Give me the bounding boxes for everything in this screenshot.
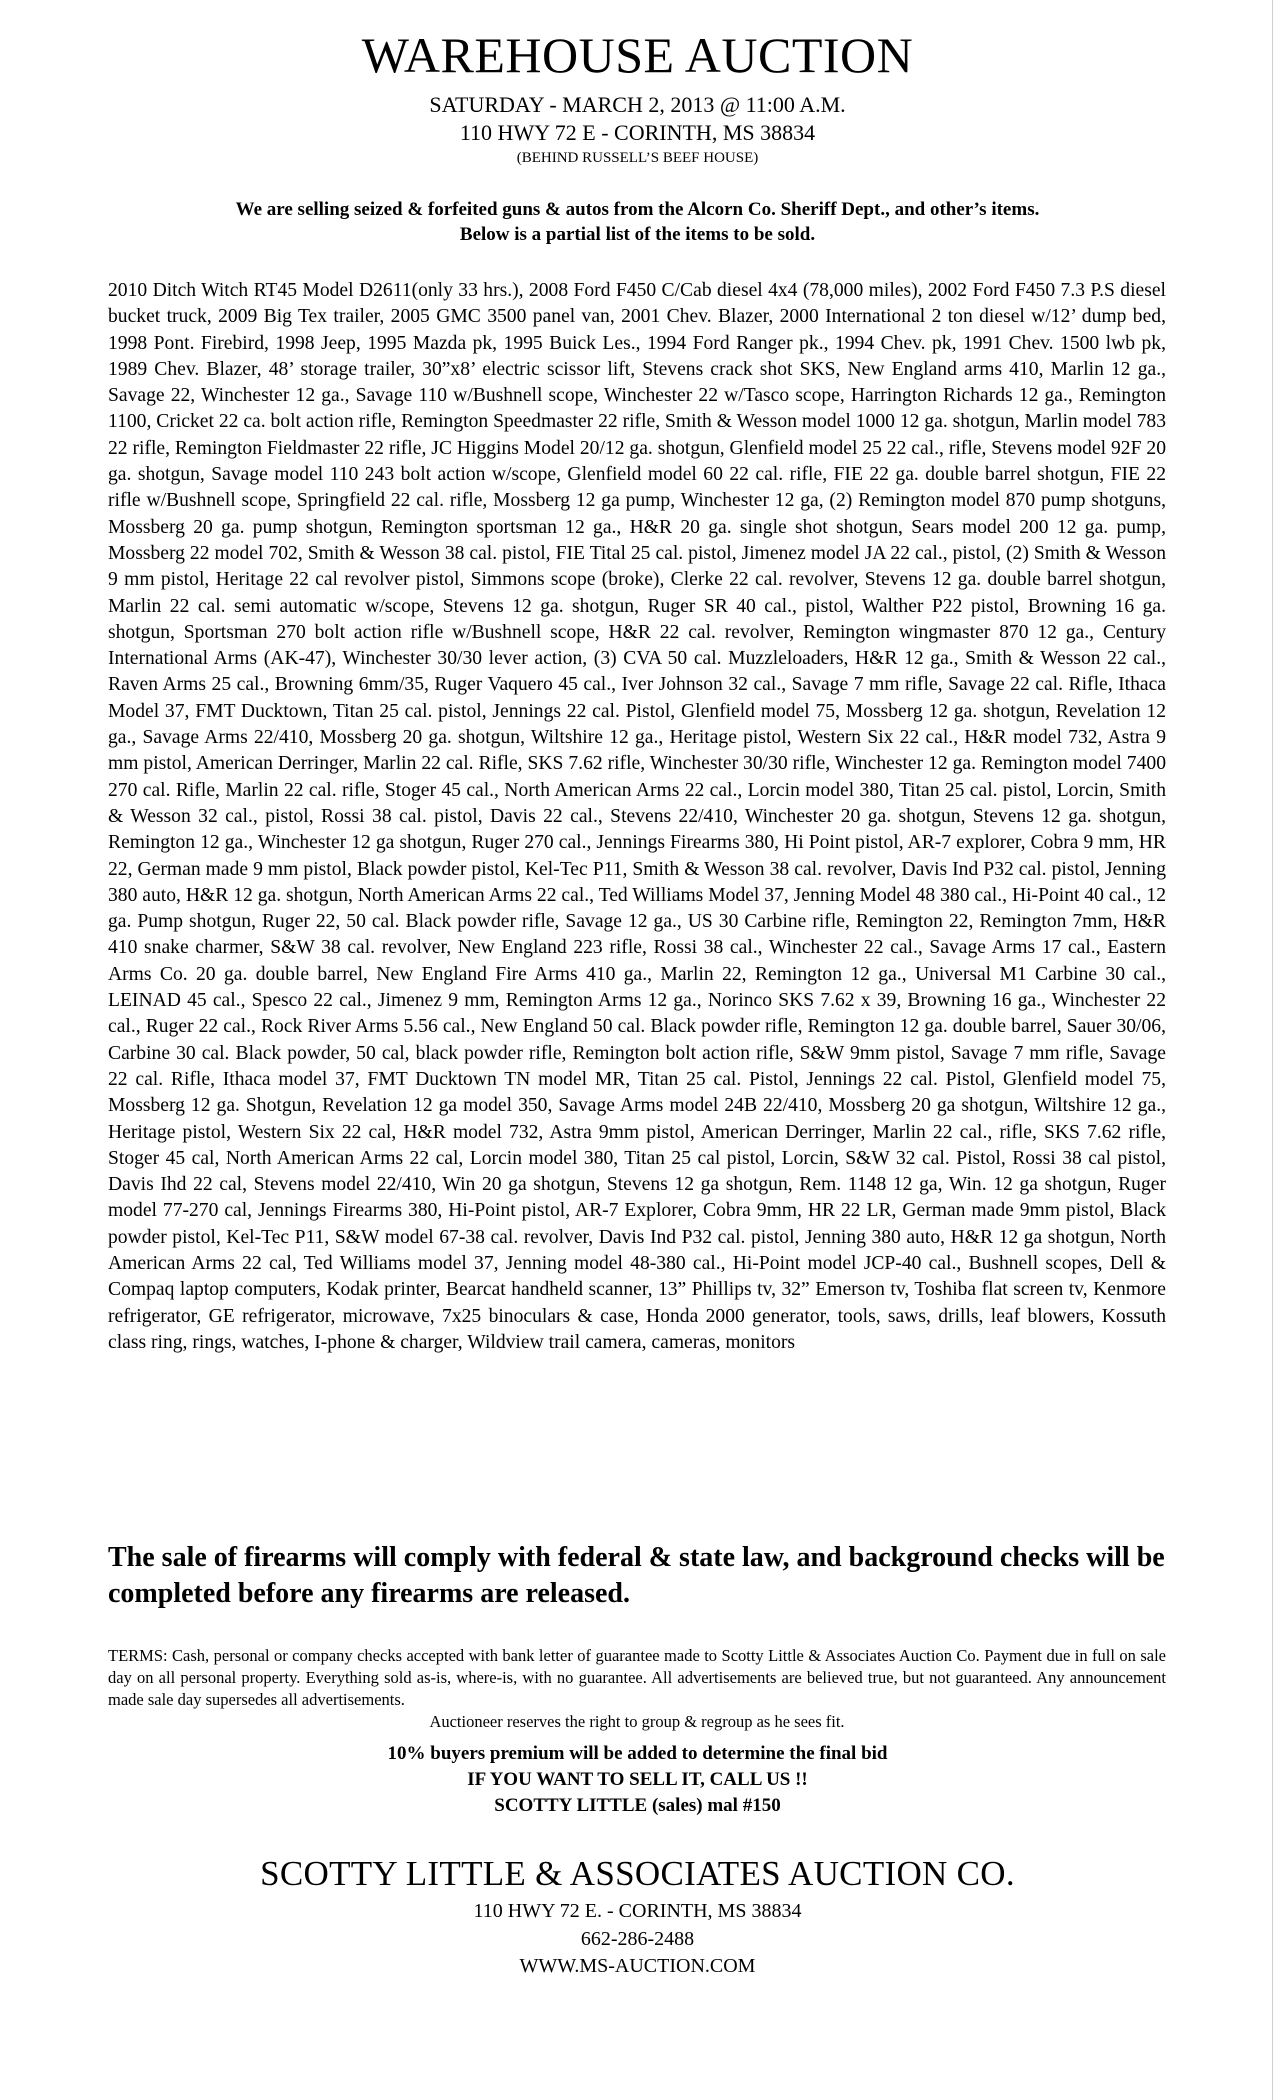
page-title: WAREHOUSE AUCTION (361, 27, 914, 83)
terms-last-line: Auctioneer reserves the right to group & regroup as he sees fit. (429, 1712, 845, 1731)
terms-body: TERMS: Cash, personal or company checks accepted with bank letter of guarantee made to Scotty Little & Associates Auction Co. Payment due in full on sale day on all personal property. Everything sold as-is, where-is, with no guarantee. All advertisements are believed true, but not guaranteed. Any announcement made sale day supersedes all advertisements. (108, 1646, 1166, 1709)
intro-text (100, 198, 1175, 247)
buyers-premium-notice: 10% buyers premium will be added to determine the final bid (387, 1743, 888, 1764)
terms-section (108, 1645, 1166, 1733)
location-note: (BEHIND RUSSELL’S BEEF HOUSE) (516, 150, 759, 166)
page-edge-divider (1272, 0, 1273, 2100)
intro-line-2: Below is a partial list of the items to be sold. (459, 223, 816, 245)
firearms-compliance-notice: The sale of firearms will comply with federal & state law, and background checks will be completed before any firearms are released. (108, 1542, 1165, 1610)
company-address: 110 HWY 72 E. - CORINTH, MS 38834 (473, 1900, 802, 1922)
items-list: 2010 Ditch Witch RT45 Model D2611(only 33 hrs.), 2008 Ford F450 C/Cab diesel 4x4 (78,000 miles), 2002 Ford F450 7.3 P.S diesel bucket truck, 2009 Big Tex trailer, 2005 GMC 3500 panel van, 2001 Chev. Blazer, 2000 International 2 ton diesel w/12’ dump bed, 1998 Pont. Firebird, 1998 Jeep, 1995 Mazda pk, 1995 Buick Les., 1994 Ford Ranger pk., 1994 Chev. pk, 1991 Chev. 1500 lwb pk, 1989 Chev. Blazer, 48’ storage trailer, 30”x8’ electric scissor lift, Stevens crack shot SKS, New England arms 410, Marlin 12 ga., Savage 22, Winchester 12 ga., Savage 110 w/Bushnell scope, Winchester 22 w/Tasco scope, Harrington Richards 12 ga., Remington 1100, Cricket 22 ca. bolt action rifle, Remington Speedmaster 22 rifle, Smith & Wesson model 1000 12 ga. shotgun, Marlin model 783 22 rifle, Remington Fieldmaster 22 rifle, JC Higgins Model 20/12 ga. shotgun, Glenfield model 25 22 cal., rifle, Stevens model 92F 20 ga. shotgun, Savage model 110 243 bolt action w/scope, Glenfield model 60 22 cal. rifle, FIE 22 ga. double barrel shotgun, FIE 22 rifle w/Bushnell scope, Springfield 22 cal. rifle, Mossberg 12 ga pump, Winchester 12 ga, (2) Remington model 870 pump shotguns, Mossberg 20 ga. pump shotgun, Remington sportsman 12 ga., H&R 20 ga. single shot shotgun, Sears model 200 12 ga. pump, Mossberg 22 model 702, Smith & Wesson 38 cal. pistol, FIE Tital 25 cal. pistol, Jimenez model JA 22 cal., pistol, (2) Smith & Wesson 9 mm pistol, Heritage 22 cal revolver pistol, Simmons scope (broke), Clerke 22 cal. revolver, Stevens 12 ga. double barrel shotgun, Marlin 22 cal. semi automatic w/scope, Stevens 12 ga. shotgun, Ruger SR 40 cal., pistol, Walther P22 pistol, Browning 16 ga. shotgun, Sportsman 270 bolt action rifle w/Bushnell scope, H&R 22 cal. revolver, Remington wingmaster 870 12 ga., Century International Arms (AK-47), Winchester 30/30 lever action, (3) CVA 50 cal. Muzzleloaders, H&R 12 ga., Smith & Wesson 22 cal., Raven Arms 25 cal., Browning 6mm/35, Ruger Vaquero 45 cal., Iver Johnson 32 cal., Savage 7 mm rifle, Savage 22 cal. Rifle, Ithaca Model 37, FMT Ducktown, Titan 25 cal. pistol, Jennings 22 cal. Pistol, Glenfield model 75, Mossberg 12 ga. shotgun, Revelation 12 ga., Savage Arms 22/410, Mossberg 20 ga. shotgun, Wiltshire 12 ga., Heritage pistol, Western Six 22 cal., H&R model 732, Astra 9 mm pistol, American Derringer, Marlin 22 cal. Rifle, SKS 7.62 rifle, Winchester 30/30 rifle, Winchester 12 ga. Remington model 7400 270 cal. Rifle, Marlin 22 cal. rifle, Stoger 45 cal., North American Arms 22 cal., Lorcin model 380, Titan 25 cal. pistol, Lorcin, Smith & Wesson 32 cal., pistol, Rossi 38 cal. pistol, Davis 22 cal., Stevens 22/410, Winchester 20 ga. shotgun, Stevens 12 ga. shotgun, Remington 12 ga., Winchester 12 ga shotgun, Ruger 270 cal., Jennings Firearms 380, Hi Point pistol, AR-7 explorer, Cobra 9 mm, HR 22, German made 9 mm pistol, Black powder pistol, Kel-Tec P11, Smith & Wesson 38 cal. revolver, Davis Ind P32 cal. pistol, Jenning 380 auto, H&R 12 ga. shotgun, North American Arms 22 cal., Ted Williams Model 37, Jenning Model 48 380 cal., Hi-Point 40 cal., 12 ga. Pump shotgun, Ruger 22, 50 cal. Black powder rifle, Savage 12 ga., US 30 Carbine rifle, Remington 22, Remington 7mm, H&R 410 snake charmer, S&W 38 cal. revolver, New England 223 rifle, Rossi 38 cal., Winchester 22 cal., Savage Arms 17 cal., Eastern Arms Co. 20 ga. double barrel, New England Fire Arms 410 ga., Marlin 22, Remington 12 ga., Universal M1 Carbine 30 cal., LEINAD 45 cal., Spesco 22 cal., Jimenez 9 mm, Remington Arms 12 ga., Norinco SKS 7.62 x 39, Browning 16 ga., Winchester 22 cal., Ruger 22 cal., Rock River Arms 5.56 cal., New England 50 cal. Black powder rifle, Remington 12 ga. double barrel, Sauer 30/06, Carbine 30 cal. Black powder, 50 cal, black powder rifle, Remington bolt action rifle, S&W 9mm pistol, Savage 7 mm rifle, Savage 22 cal. Rifle, Ithaca model 37, FMT Ducktown TN model MR, Titan 25 cal. Pistol, Jennings 22 cal. Pistol, Glenfield model 75, Mossberg 12 ga. Shotgun, Revelation 12 ga model 350, Savage Arms model 24B 22/410, Mossberg 20 ga shotgun, Wiltshire 12 ga., Heritage pistol, Western Six 22 cal, H&R model 732, Astra 9mm pistol, American Derringer, Marlin 22 cal., rifle, SKS 7.62 rifle, Stoger 45 cal, North American Arms 22 cal, Lorcin model 380, Titan 25 cal pistol, Lorcin, S&W 32 cal. Pistol, Rossi 38 cal pistol, Davis Ihd 22 cal, Stevens model 22/410, Win 20 ga shotgun, Stevens 12 ga shotgun, Rem. 1148 12 ga, Win. 12 ga shotgun, Ruger model 77-270 cal, Jennings Firearms 380, Hi-Point pistol, AR-7 Explorer, Cobra 9mm, HR 22 LR, German made 9mm pistol, Black powder pistol, Kel-Tec P11, S&W model 67-38 cal. revolver, Davis Ind P32 cal. pistol, Jenning 380 auto, H&R 12 ga shotgun, North American Arms 22 cal, Ted Williams model 37, Jenning model 48-380 cal., Hi-Point model JCP-40 cal., Bushnell scopes, Dell & Compaq laptop computers, Kodak printer, Bearcat handheld scanner, 13” Phillips tv, 32” Emerson tv, Toshiba flat screen tv, Kenmore refrigerator, GE refrigerator, microwave, 7x25 binoculars & case, Honda 2000 generator, tools, saws, drills, leaf blowers, Kossuth class ring, rings, watches, I-phone & charger, Wildview trail camera, cameras, monitors (108, 280, 1166, 1353)
company-phone: 662-286-2488 (580, 1928, 695, 1950)
sell-call-us: IF YOU WANT TO SELL IT, CALL US !! (467, 1769, 808, 1790)
company-name: SCOTTY LITTLE & ASSOCIATES AUCTION CO. (260, 1854, 1015, 1893)
company-website: WWW.MS-AUCTION.COM (519, 1955, 756, 1977)
intro-line-1: We are selling seized & forfeited guns & autos from the Alcorn Co. Sheriff Dept., and other’s items. (235, 199, 1040, 220)
auctioneer-license: SCOTTY LITTLE (sales) mal #150 (494, 1795, 781, 1816)
auction-address: 110 HWY 72 E - CORINTH, MS 38834 (459, 120, 816, 145)
auction-date-time: SATURDAY - MARCH 2, 2013 @ 11:00 A.M. (429, 92, 846, 117)
